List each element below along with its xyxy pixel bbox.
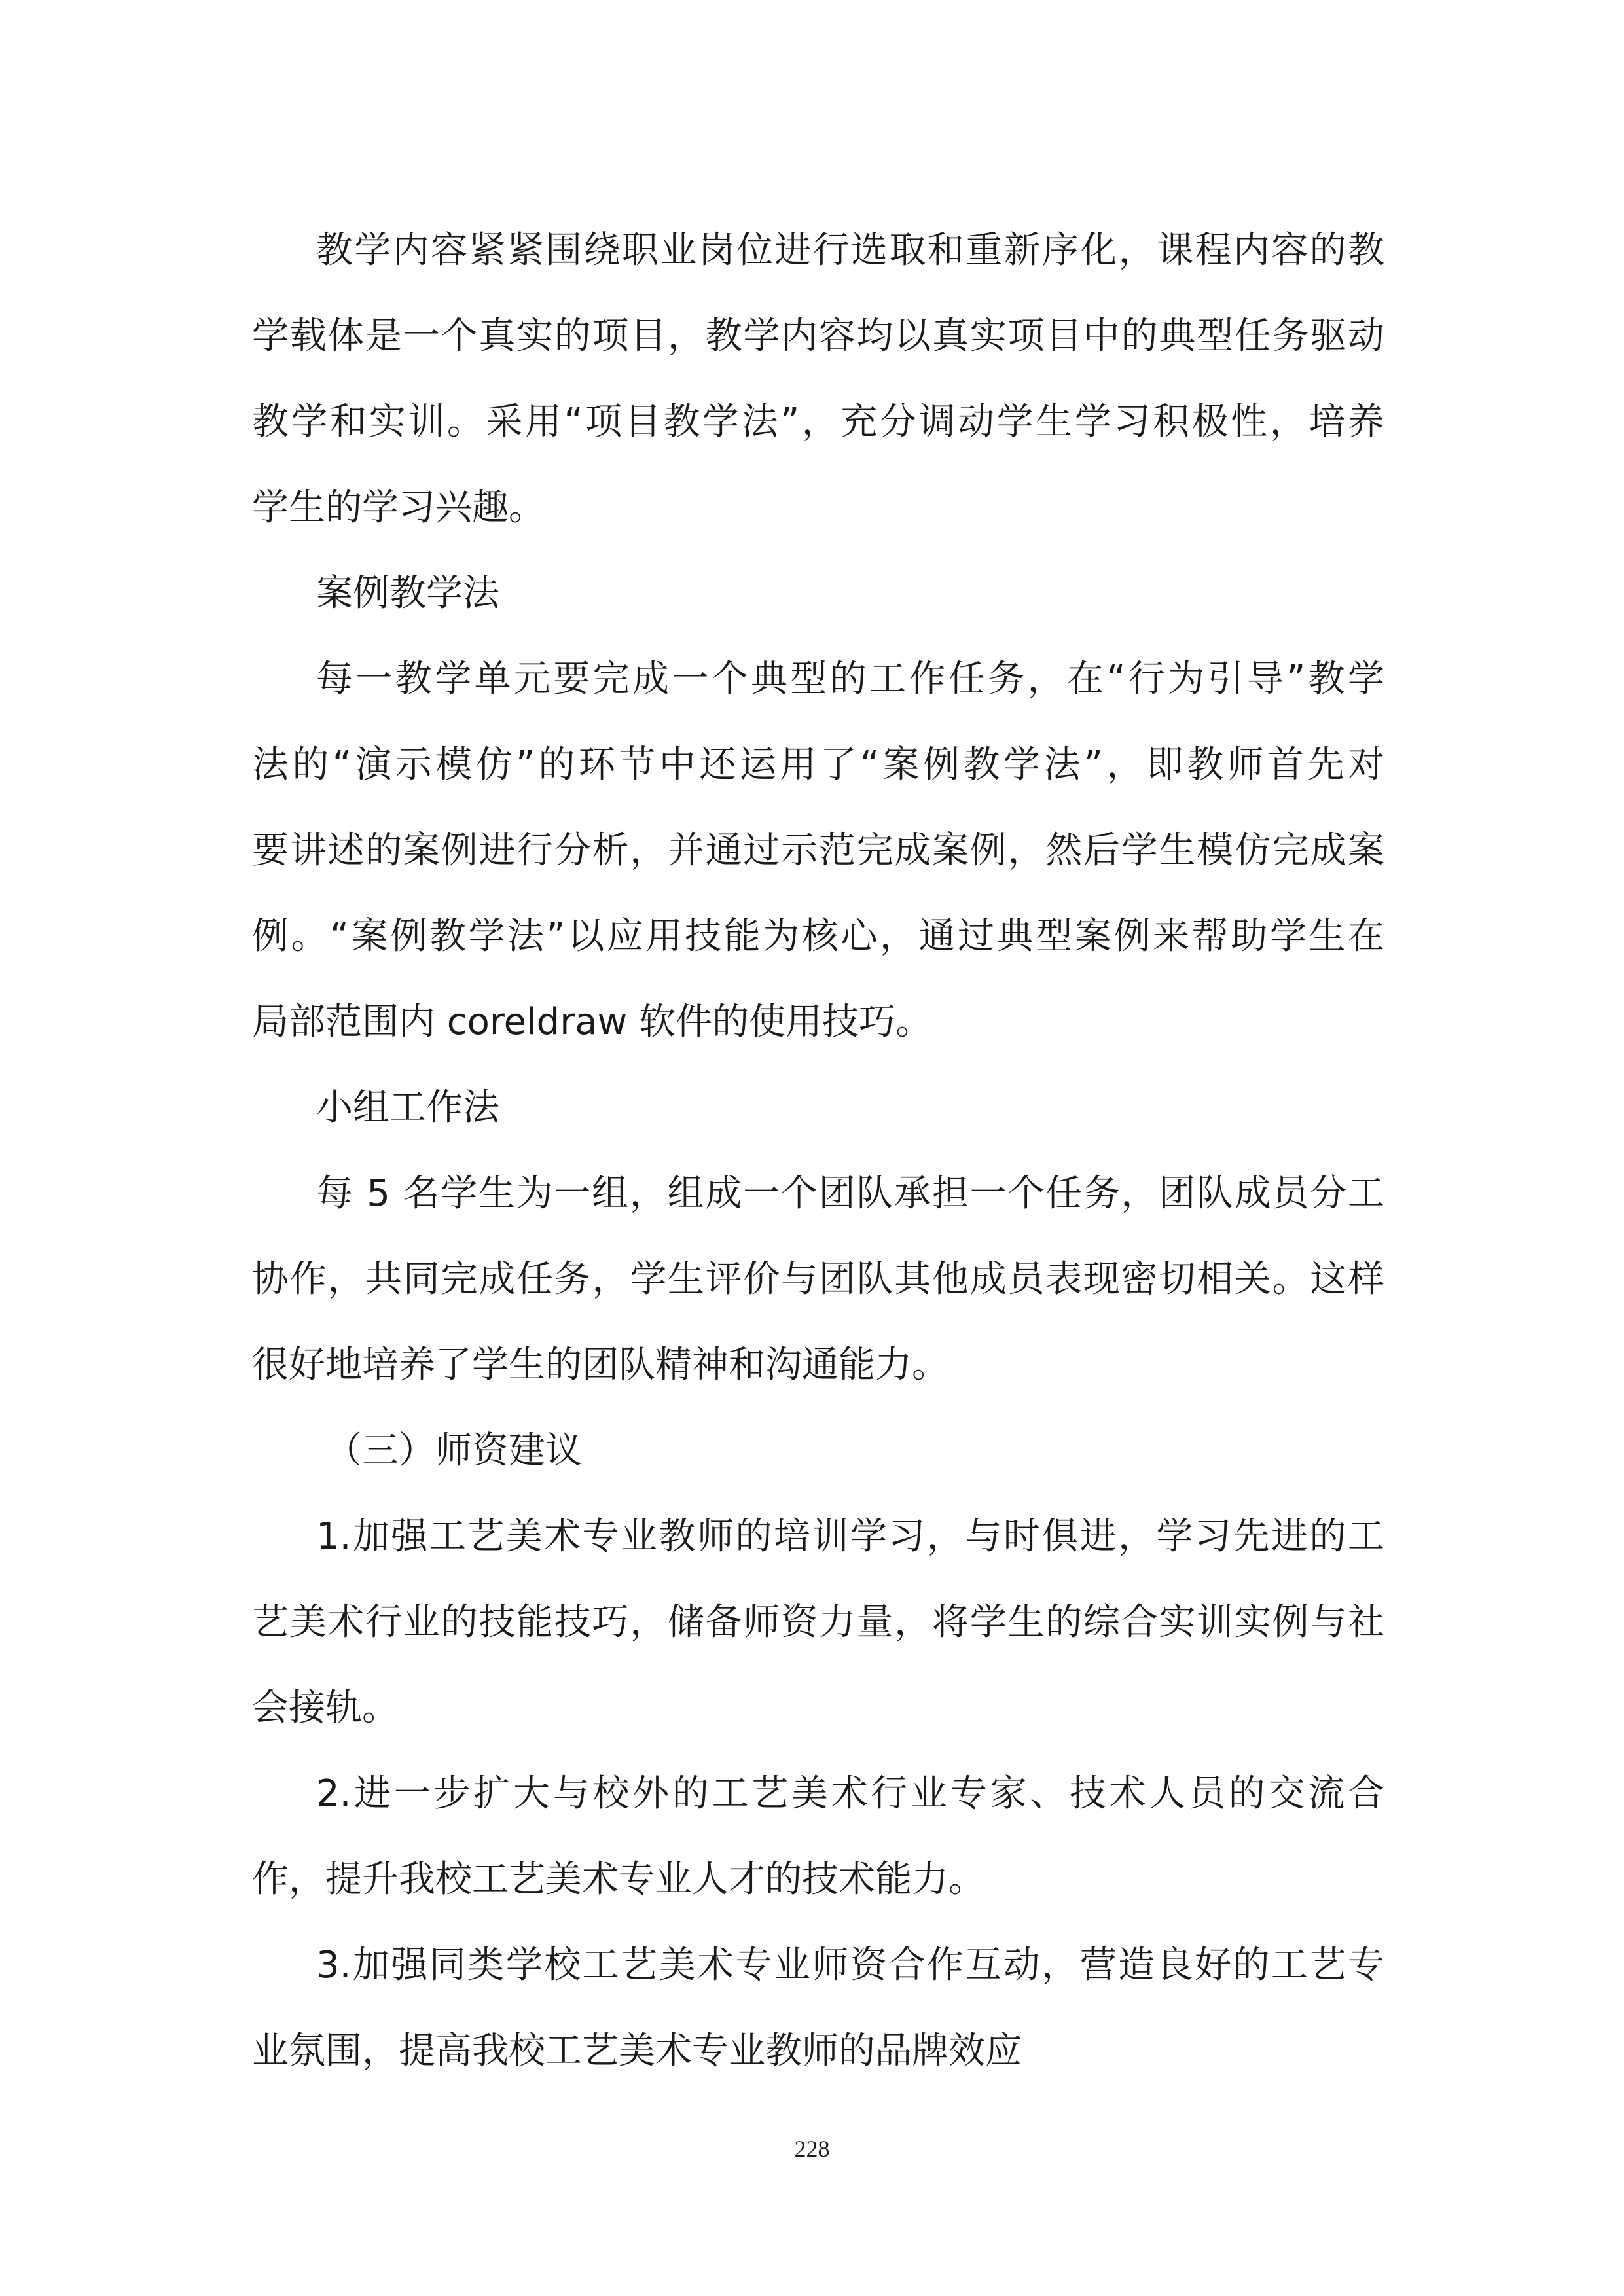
paragraph-group-work	[252, 1151, 1384, 1408]
heading-case-teaching	[252, 550, 1384, 636]
paragraph-suggestion-2	[252, 1751, 1384, 1922]
text-line: 每 5 名学生为一组，组成一个团队承担一个任务，团队成员分工	[316, 1172, 1384, 1215]
section-heading: 案例教学法	[316, 572, 499, 615]
text-line: 例。“案例教学法”以应用技能为核心，通过典型案例来帮助学生在	[252, 915, 1384, 958]
text-line: 学生的学习兴趣。	[252, 486, 545, 529]
paragraph-course-content	[252, 207, 1384, 550]
text-line: 协作，共同完成任务，学生评价与团队其他成员表现密切相关。这样	[252, 1258, 1384, 1300]
section-heading: 小组工作法	[316, 1086, 499, 1129]
text-line: 业氛围，提高我校工艺美术专业教师的品牌效应	[252, 2030, 1022, 2072]
text-line: 2.进一步扩大与校外的工艺美术行业专家、技术人员的交流合	[316, 1772, 1384, 1815]
text-line: 作，提升我校工艺美术专业人才的技术能力。	[252, 1858, 985, 1901]
heading-faculty-suggestions	[252, 1408, 1384, 1494]
heading-group-work	[252, 1065, 1384, 1151]
text-line: 要讲述的案例进行分析，并通过示范完成案例，然后学生模仿完成案	[252, 829, 1384, 872]
text-line: 学载体是一个真实的项目，教学内容均以真实项目中的典型任务驱动	[252, 315, 1384, 357]
page-content	[252, 207, 1384, 2094]
paragraph-suggestion-3	[252, 1922, 1384, 2094]
text-line: 3.加强同类学校工艺美术专业师资合作互动，营造良好的工艺专	[316, 1944, 1384, 1986]
page-number: 228	[794, 2136, 830, 2162]
text-line: 教学内容紧紧围绕职业岗位进行选取和重新序化，课程内容的教	[316, 229, 1384, 272]
text-line: 每一教学单元要完成一个典型的工作任务，在“行为引导”教学	[316, 658, 1384, 700]
text-line: 艺美术行业的技能技巧，储备师资力量，将学生的综合实训实例与社	[252, 1601, 1384, 1643]
text-line: 1.加强工艺美术专业教师的培训学习，与时俱进，学习先进的工	[316, 1515, 1384, 1558]
paragraph-case-teaching	[252, 636, 1384, 1065]
text-line: 教学和实训。采用“项目教学法”，充分调动学生学习积极性，培养	[252, 401, 1384, 443]
paragraph-suggestion-1	[252, 1494, 1384, 1751]
text-line: 局部范围内 coreldraw 软件的使用技巧。	[252, 1001, 933, 1043]
text-line: 法的“演示模仿”的环节中还运用了“案例教学法”，即教师首先对	[252, 744, 1384, 786]
text-line: 会接轨。	[252, 1687, 399, 1729]
text-line: 很好地培养了学生的团队精神和沟通能力。	[252, 1344, 948, 1386]
section-subheading: （三）师资建议	[325, 1429, 582, 1472]
